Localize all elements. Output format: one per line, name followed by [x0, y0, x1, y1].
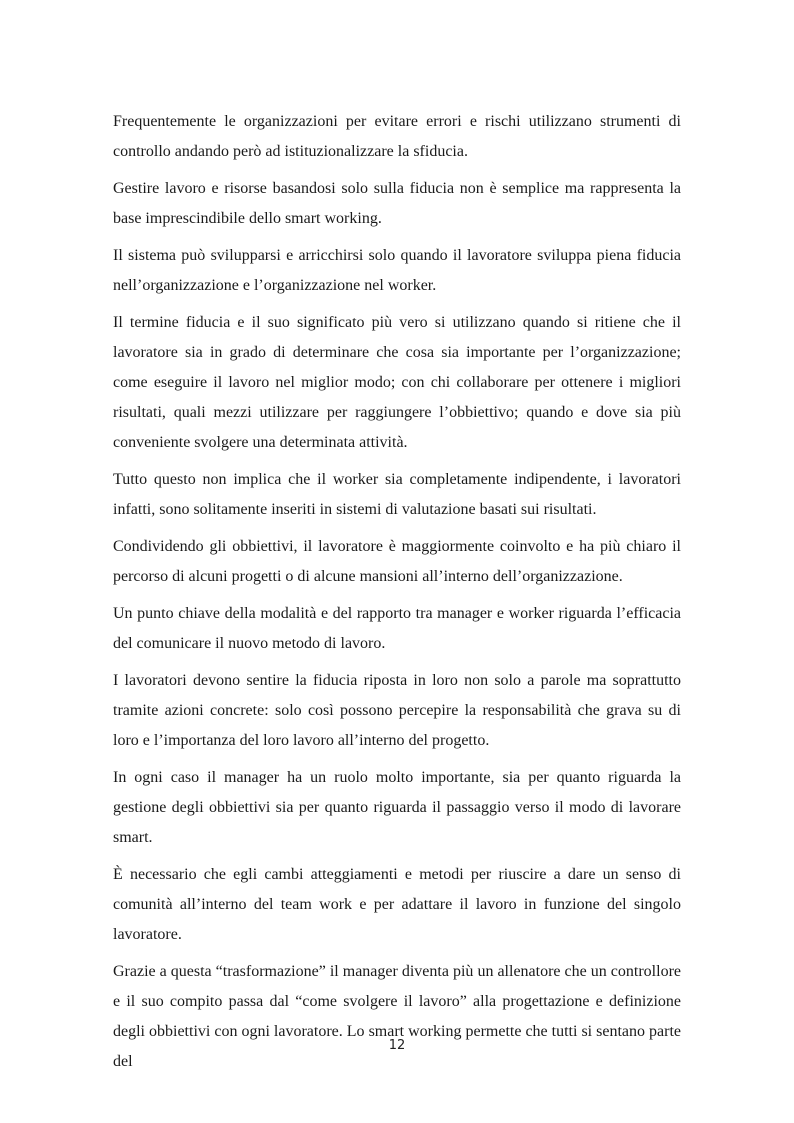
paragraph-9: In ogni caso il manager ha un ruolo molto importante, sia per quanto riguarda la gestione degli obbiettivi sia per quanto riguarda il passaggio verso il modo di lavorare smart. — [113, 769, 681, 846]
page-body — [113, 107, 681, 1084]
paragraph-5: Tutto questo non implica che il worker sia completamente indipendente, i lavoratori infatti, sono solitamente inseriti in sistemi di valutazione basati sui risultati. — [113, 471, 681, 518]
paragraph-8: I lavoratori devono sentire la fiducia riposta in loro non solo a parole ma soprattutto tramite azioni concrete: solo così possono percepire la responsabilità che grava su di loro e l’importanza del loro lavoro all’interno del progetto. — [113, 672, 681, 749]
page-number: 12 — [388, 1038, 406, 1053]
paragraph-3: Il sistema può svilupparsi e arricchirsi solo quando il lavoratore sviluppa piena fiducia nell’organizzazione e l’organizzazione nel worker. — [113, 247, 681, 294]
paragraph-10: È necessario che egli cambi atteggiamenti e metodi per riuscire a dare un senso di comunità all’interno del team work e per adattare il lavoro in funzione del singolo lavoratore. — [113, 866, 681, 943]
paragraph-1: Frequentemente le organizzazioni per evitare errori e rischi utilizzano strumenti di controllo andando però ad istituzionalizzare la sfiducia. — [113, 113, 681, 160]
paragraph-7: Un punto chiave della modalità e del rapporto tra manager e worker riguarda l’efficacia del comunicare il nuovo metodo di lavoro. — [113, 605, 681, 652]
paragraph-2: Gestire lavoro e risorse basandosi solo sulla fiducia non è semplice ma rappresenta la base imprescindibile dello smart working. — [113, 180, 681, 227]
paragraph-6: Condividendo gli obbiettivi, il lavoratore è maggiormente coinvolto e ha più chiaro il percorso di alcuni progetti o di alcune mansioni all’interno dell’organizzazione. — [113, 538, 681, 585]
paragraph-4: Il termine fiducia e il suo significato più vero si utilizzano quando si ritiene che il lavoratore sia in grado di determinare che cosa sia importante per l’organizzazione; come eseguire il lavoro nel miglior modo; con chi collaborare per ottenere i migliori risultati, quali mezzi utilizzare per raggiungere l’obbiettivo; quando e dove sia più conveniente svolgere una determinata attività. — [113, 314, 681, 451]
paragraph-11: Grazie a questa “trasformazione” il manager diventa più un allenatore che un controllore e il suo compito passa dal “come svolgere il lavoro” alla progettazione e definizione degli obbiettivi con ogni lavoratore. Lo smart working permette che tutti si sentano parte del — [113, 963, 681, 1070]
